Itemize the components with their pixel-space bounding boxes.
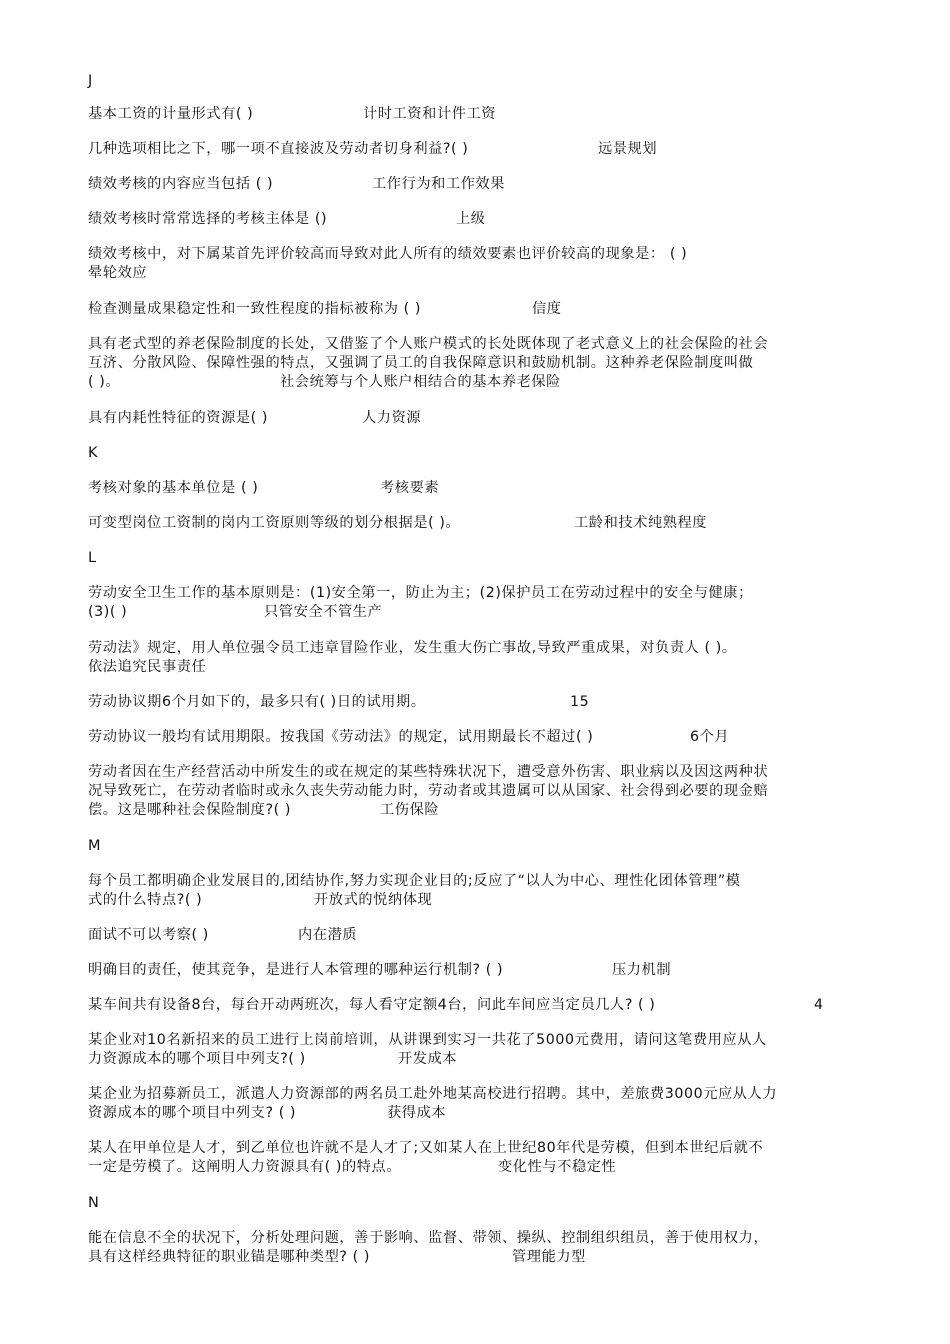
section-letter-j: J: [88, 73, 93, 89]
question-l2: 劳动法》规定，用人单位强令员工违章冒险作业，发生重大伤亡事故,导致严重成果，对负责人 ( )。: [88, 640, 737, 656]
question-j2: 几种选项相比之下，哪一项不直接波及劳动者切身利益?( ): [88, 141, 469, 157]
answer-k2: 工龄和技术纯熟程度: [574, 515, 708, 531]
answer-m3: 压力机制: [612, 962, 672, 978]
question-m1-line1: 每个员工都明确企业发展目的,团结协作,努力实现企业目的;反应了“以人为中心、理性化团体管理”模: [88, 873, 741, 889]
question-l1-line2: (3)( ): [88, 604, 128, 620]
question-j5: 绩效考核中，对下属某首先评价较高而导致对此人所有的绩效要素也评价较高的现象是： ( ): [88, 246, 688, 262]
question-l4: 劳动协议一般均有试用期限。按我国《劳动法》的规定，试用期最长不超过( ): [88, 729, 594, 745]
question-l5-line1: 劳动者因在生产经营活动中所发生的或在规定的某些特殊状况下，遭受意外伤害、职业病以及因这两种状: [88, 764, 769, 780]
answer-l5: 工伤保险: [380, 802, 440, 818]
answer-j8: 人力资源: [362, 410, 422, 426]
answer-j3: 工作行为和工作效果: [372, 176, 506, 192]
answer-j4: 上级: [456, 211, 486, 227]
question-n1-line2: 具有这样经典特征的职业锚是哪种类型? ( ): [88, 1249, 371, 1265]
question-m3: 明确目的责任，使其竞争，是进行人本管理的哪种运行机制? ( ): [88, 962, 504, 978]
answer-m6: 获得成本: [387, 1105, 447, 1121]
question-l1-line1: 劳动安全卫生工作的基本原则是：(1)安全第一，防止为主；(2)保护员工在劳动过程中的安全与健康；: [88, 585, 753, 601]
question-m5-line2: 力资源成本的哪个项目中列支?( ): [88, 1051, 306, 1067]
question-m7-line1: 某人在甲单位是人才，到乙单位也许就不是人才了;又如某人在上世纪80年代是劳模，但到本世纪后就不: [88, 1140, 764, 1156]
question-k1: 考核对象的基本单位是 ( ): [88, 480, 259, 496]
answer-m4: 4: [814, 997, 824, 1013]
answer-l2: 依法追究民事责任: [88, 659, 207, 675]
answer-k1: 考核要素: [380, 480, 440, 496]
question-m7-line2: 一定是劳模了。这阐明人力资源具有( )的特点。: [88, 1159, 402, 1175]
question-m5-line1: 某企业对10名新招来的员工进行上岗前培训，从讲课到实习一共花了5000元费用，请问这笔费用应从人: [88, 1032, 767, 1048]
question-j8: 具有内耗性特征的资源是( ): [88, 410, 269, 426]
question-k2: 可变型岗位工资制的岗内工资原则等级的划分根据是( )。: [88, 515, 461, 531]
question-j1: 基本工资的计量形式有( ): [88, 106, 254, 122]
answer-m1: 开放式的悦纳体现: [314, 892, 433, 908]
question-m2: 面试不可以考察( ): [88, 927, 209, 943]
section-letter-l: L: [88, 550, 97, 566]
question-m1-line2: 式的什么特点?( ): [88, 892, 203, 908]
answer-m5: 开发成本: [398, 1051, 458, 1067]
section-letter-k: K: [88, 445, 98, 461]
question-m6-line2: 资源成本的哪个项目中列支? ( ): [88, 1105, 297, 1121]
answer-j7: 社会统筹与个人账户相结合的基本养老保险: [280, 374, 561, 390]
question-l5-line3: 偿。这是哪种社会保险制度?( ): [88, 802, 291, 818]
question-j4: 绩效考核时常常选择的考核主体是 (): [88, 211, 328, 227]
answer-l3: 15: [570, 694, 590, 710]
answer-l4: 6个月: [690, 729, 730, 745]
question-j7-line3: ( )。: [88, 374, 121, 390]
question-l3: 劳动协议期6个月如下的，最多只有( )日的试用期。: [88, 694, 426, 710]
answer-j2: 远景规划: [598, 141, 658, 157]
question-l5-line2: 况导致死亡，在劳动者临时或永久丧失劳动能力时，劳动者或其遗属可以从国家、社会得到必要的现金赔: [88, 783, 769, 799]
answer-m2: 内在潜质: [298, 927, 358, 943]
answer-j5: 晕轮效应: [88, 265, 148, 281]
question-j7-line2: 互济、分散风险、保障性强的特点，又强调了员工的自我保障意识和鼓励机制。这种养老保险制度叫做: [88, 355, 754, 371]
answer-l1: 只管安全不管生产: [264, 604, 383, 620]
question-m4: 某车间共有设备8台，每台开动两班次，每人看守定额4台，问此车间应当定员几人? ( ): [88, 997, 656, 1013]
question-j6: 检查测量成果稳定性和一致性程度的指标被称为 ( ): [88, 301, 422, 317]
section-letter-m: M: [88, 838, 101, 854]
question-m6-line1: 某企业为招募新员工，派遣人力资源部的两名员工赴外地某高校进行招聘。其中，差旅费3000元应从人力: [88, 1086, 778, 1102]
question-j3: 绩效考核的内容应当包括 ( ): [88, 176, 274, 192]
question-j7-line1: 具有老式型的养老保险制度的长处，又借鉴了个人账户模式的长处既体现了老式意义上的社会保险的社会: [88, 336, 769, 352]
answer-n1: 管理能力型: [512, 1249, 586, 1265]
question-n1-line1: 能在信息不全的状况下，分析处理问题，善于影响、监督、带领、操纵、控制组织组员，善于使用权力，: [88, 1230, 769, 1246]
answer-m7: 变化性与不稳定性: [498, 1159, 617, 1175]
answer-j6: 信度: [532, 301, 562, 317]
section-letter-n: N: [88, 1195, 99, 1211]
answer-j1: 计时工资和计件工资: [363, 106, 497, 122]
